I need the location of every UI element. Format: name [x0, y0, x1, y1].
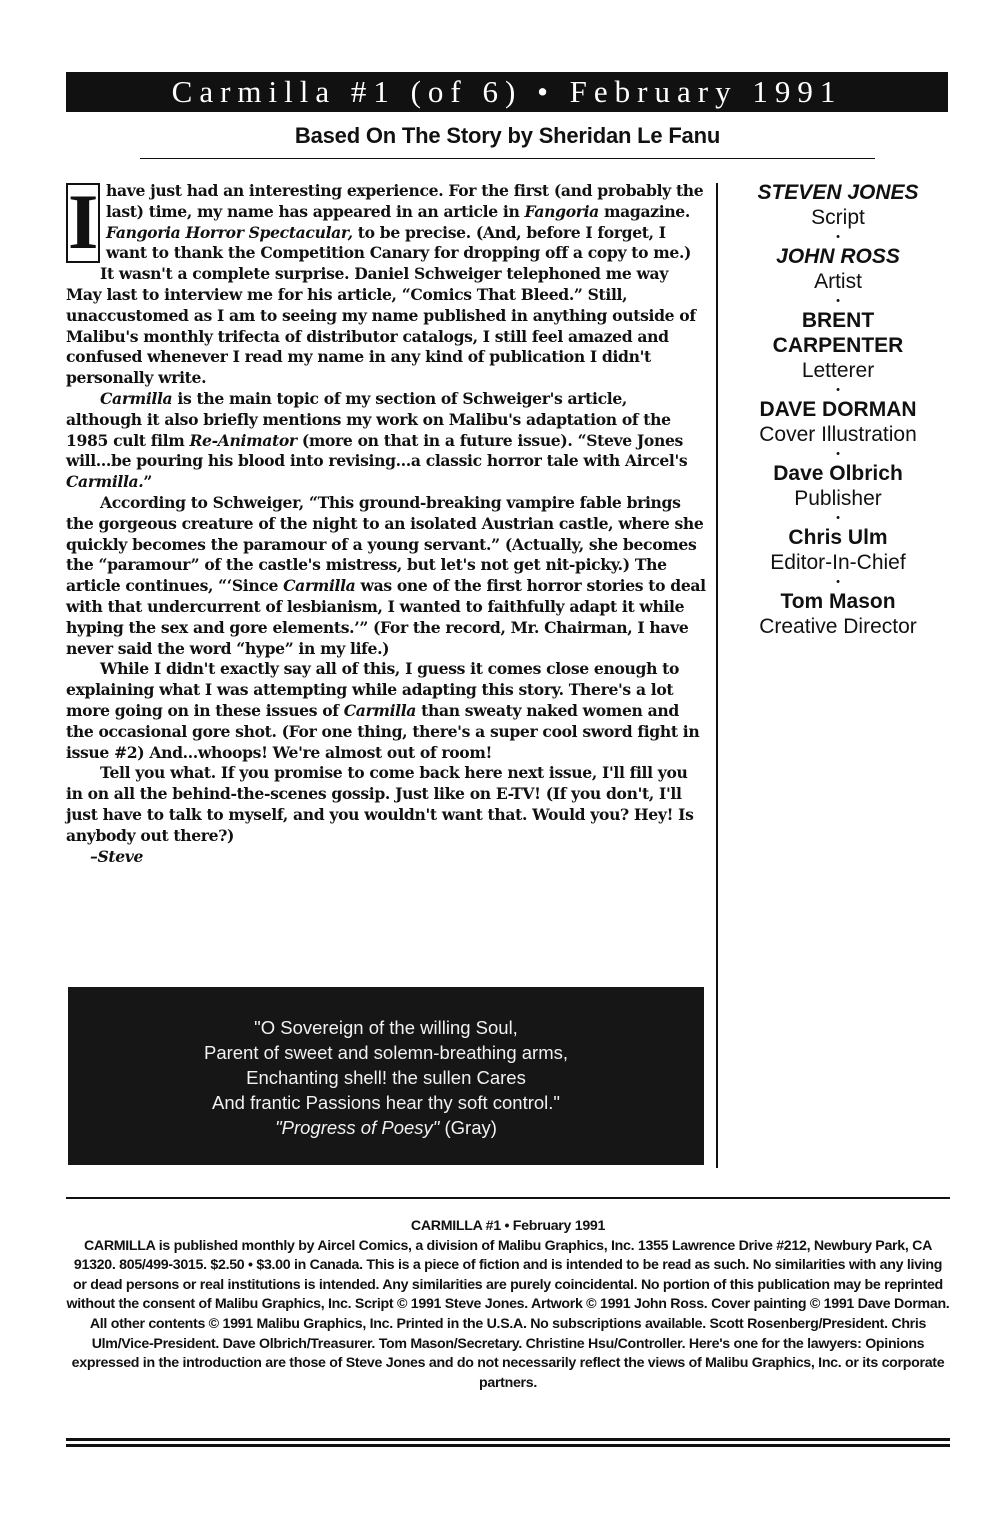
article-paragraph: I have just had an interesting experience. For the first (and probably the last) time, my name has appeared in an article in Fangoria magazine. Fangoria Horror Spectacular, to be precise. (And, before I forget, I want to thank the Competition Canary for dropping off a copy to me.): [68, 178, 704, 265]
separator-bullet: •: [836, 295, 840, 307]
indicia-heading: CARMILLA #1 • February 1991: [410, 1218, 606, 1234]
credit-entry: [738, 461, 938, 511]
article-paragraph: It wasn't a complete surprise. Daniel Schweiger telephoned me way May last to interview me for his article, “Comics That Bleed.” Still, unaccustomed as I am to seeing my name published in anything outside of Malibu's monthly trifecta of distributor catalogs, I still feel amazed and confused whenever I read my name in any kind of publication I didn't personally write.: [66, 264, 696, 388]
credit-entry: [738, 180, 938, 230]
subtitle: Based On The Story by Sheridan Le Fanu: [294, 123, 721, 148]
credit-name: Dave Olbrich: [773, 462, 903, 485]
page-title-banner: Carmilla #1 (of 6) • February 1991: [66, 72, 948, 112]
credits-column: [738, 180, 938, 639]
footer-divider: [66, 1197, 950, 1199]
indicia: [66, 1217, 950, 1393]
credit-entry: [738, 525, 938, 575]
separator-bullet: •: [836, 576, 840, 588]
credit-entry: [738, 308, 938, 383]
credit-name: DAVE DORMAN: [759, 398, 917, 421]
quote-line: "O Sovereign of the willing Soul,: [254, 1017, 518, 1038]
credit-role: Artist: [814, 270, 862, 293]
poem-quote-box: [68, 987, 704, 1165]
separator-bullet: •: [836, 512, 840, 524]
credit-role: Publisher: [794, 487, 882, 510]
credit-role: Cover Illustration: [759, 423, 917, 446]
signoff: –Steve: [90, 846, 144, 866]
credit-entry: [738, 244, 938, 294]
credit-entry: [738, 397, 938, 447]
bottom-rule: [66, 1444, 950, 1447]
credit-name: STEVEN JONES: [757, 181, 919, 204]
credit-name: Tom Mason: [780, 590, 896, 613]
bottom-rule: [66, 1438, 950, 1441]
separator-bullet: •: [836, 384, 840, 396]
credit-role: Script: [811, 206, 865, 229]
article-paragraph: Carmilla is the main topic of my section of Schweiger's article, although it also briefly mentions my work on Malibu's adaptation of the 1985 cult film Re-Animator (more on that in a future issue). “Steve Jones will…be pouring his blood into revising…a classic horror tale with Aircel's Carmilla.”: [66, 388, 688, 492]
credit-entry: [738, 589, 938, 639]
separator-bullet: •: [836, 231, 840, 243]
article-paragraph: According to Schweiger, “This ground-breaking vampire fable brings the gorgeous creature of the night to an isolated Austrian castle, where she quickly becomes the paramour of a young servant.” (Actually, she becomes the “paramour” of the castle's mistress, but let's not get nit-picky.) The article continues, “‘Since Carmilla was one of the first horror stories to deal with that undercurrent of lesbianism, I wanted to faithfully adapt it while hyping the sex and gore elements.’” (For the record, Mr. Chairman, I have never said the word “hype” in my life.): [66, 492, 706, 658]
credit-role: Letterer: [801, 359, 875, 382]
credit-name: BRENT CARPENTER: [772, 309, 904, 357]
quote-source: "Progress of Poesy" (Gray): [275, 1117, 497, 1138]
separator-bullet: •: [836, 448, 840, 460]
quote-line: Enchanting shell! the sullen Cares: [246, 1067, 526, 1088]
quote-line: And frantic Passions hear thy soft control.": [212, 1092, 560, 1113]
article-paragraph: While I didn't exactly say all of this, I guess it comes close enough to explaining what I was attempting while adapting this story. There's a lot more going on in these issues of Carmilla than sweaty naked women and the occasional gore shot. (For one thing, there's a super cool sword fight in issue #2) And…whoops! We're almost out of room!: [66, 659, 700, 762]
credit-name: Chris Ulm: [788, 526, 888, 549]
drop-cap: I: [68, 178, 99, 265]
editorial-article: [66, 178, 706, 867]
column-divider: [716, 183, 718, 1168]
indicia-body: CARMILLA is published monthly by Aircel Comics, a division of Malibu Graphics, Inc. 1355 Lawrence Drive #212, Newbury Park, CA 91320. 805/499-3015. $2.50 • $3.00 in Canada. This is a piece of fiction and is intended to be read as such. No similarities with any living or dead persons or real institutions is intended. Any similarities are purely coincidental. No portion of this publication may be reprinted without the consent of Malibu Graphics, Inc. Script © 1991 Steve Jones. Artwork © 1991 John Ross. Cover painting © 1991 Dave Dorman. All other contents © 1991 Malibu Graphics, Inc. Printed in the U.S.A. No subscriptions available. Scott Rosenberg/President. Chris Ulm/Vice-President. Dave Olbrich/Treasurer. Tom Mason/Secretary. Christine Hsu/Controller. Here's one for the lawyers: Opinions expressed in the introduction are those of Steve Jones and do not necessarily reflect the views of Malibu Graphics, Inc. or its corporate partners.: [66, 1237, 950, 1391]
credit-role: Creative Director: [759, 615, 917, 638]
quote-line: Parent of sweet and solemn-breathing arms,: [203, 1042, 569, 1063]
credit-name: JOHN ROSS: [776, 245, 900, 268]
credit-role: Editor-In-Chief: [770, 551, 906, 574]
article-paragraph: Tell you what. If you promise to come back here next issue, I'll fill you in on all the behind-the-scenes gossip. Just like on E-TV! (If you don't, I'll just have to talk to myself, and you wouldn't want that. Would you? Hey! Is anybody out there?): [66, 763, 694, 845]
subtitle-divider: [140, 158, 875, 159]
